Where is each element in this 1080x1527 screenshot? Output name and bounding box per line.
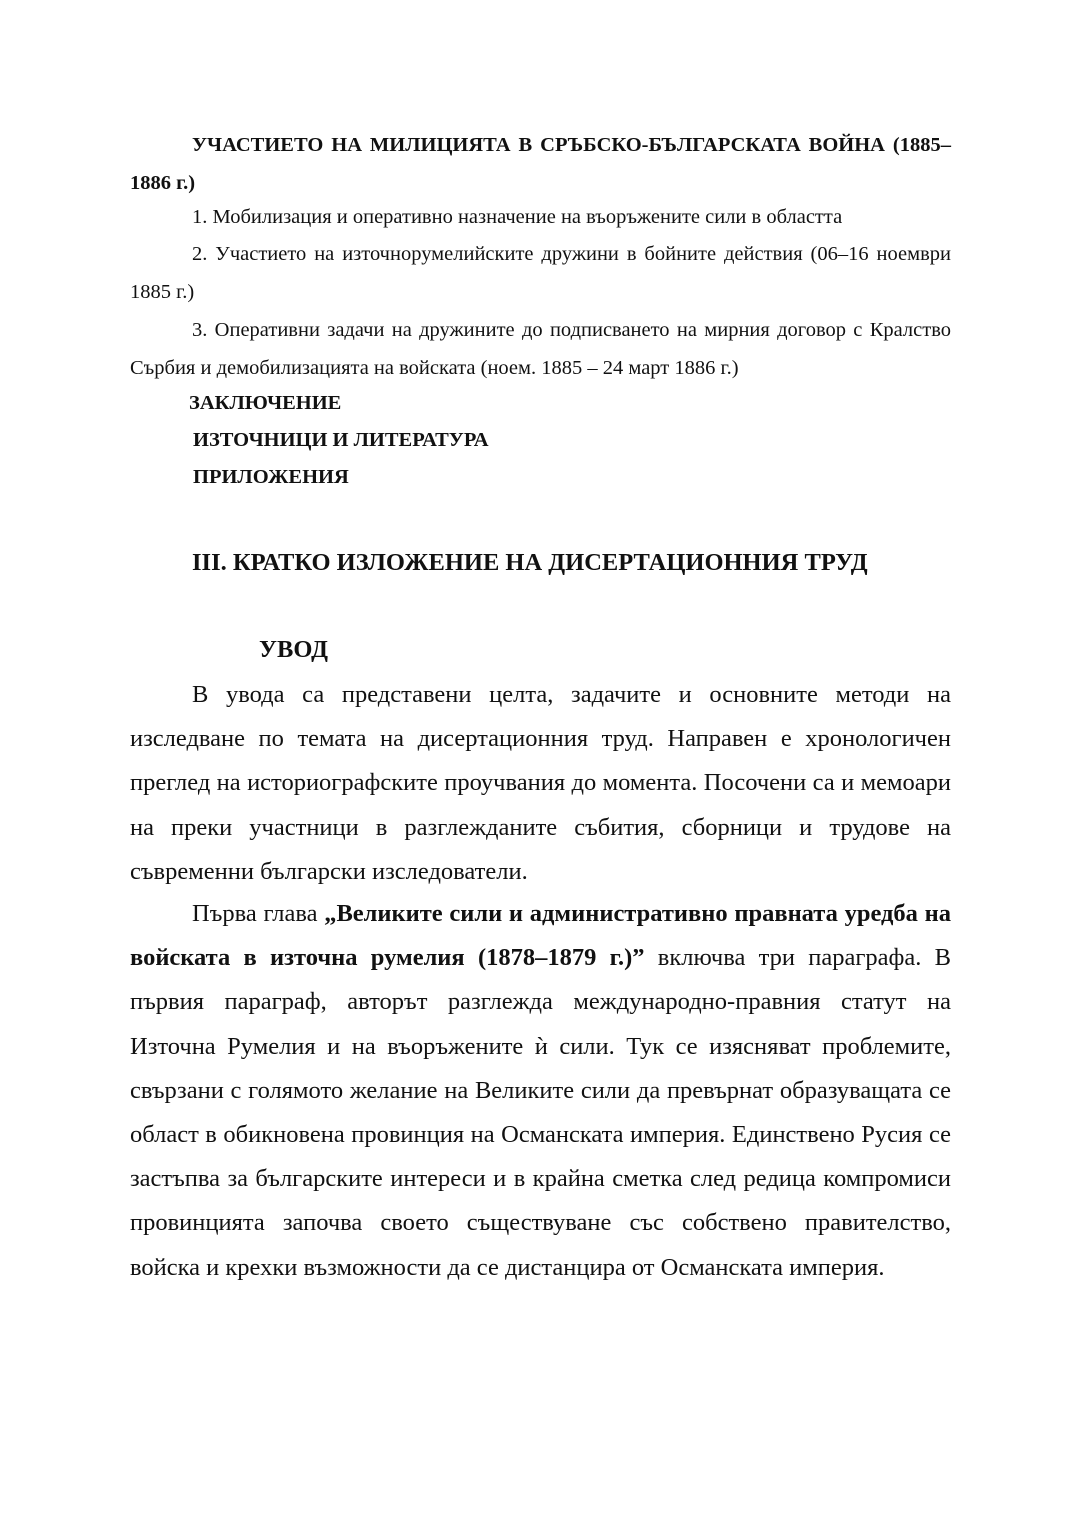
- chapter1-title: „Великите сили и административно правната уредба на войската в източна румелия (1878–1879 г.)”: [130, 900, 951, 972]
- toc-conclusion: ЗАКЛЮЧЕНИЕ: [189, 392, 342, 414]
- toc-sources: ИЗТОЧНИЦИ И ЛИТЕРАТУРА: [193, 429, 489, 451]
- toc-appendices: ПРИЛОЖЕНИЯ: [193, 466, 349, 488]
- chapter1-text: включва три параграфа. В първия параграф, авторът разглежда международно-правния статут на Източна Румелия и на въоръжените ѝ сили. Тук се изясняват проблемите, свързани с голямото желание на Великите сили да превърнат образуващата се област в обикновена провинция на Османската империя. Единствено Русия се застъпва за българските интереси и в крайна сметка след редица компромиси провинцията започва своето съществуване със собствено правителство, войска и крехки възможности да се дистанцира от Османската империя.: [130, 944, 951, 1281]
- toc-item-2: 2. Участието на източнорумелийските дружини в бойните действия (06–16 ноември 1885 г.): [130, 243, 951, 303]
- toc-item-1: 1. Мобилизация и оперативно назначение на въоръжените сили в областта: [192, 206, 843, 228]
- toc-item-3: 3. Оперативни задачи на дружините до подписването на мирния договор с Кралство Сърбия и демобилизацията на войската (ноем. 1885 – 24 март 1886 г.): [130, 319, 951, 379]
- section-heading: III. КРАТКО ИЗЛОЖЕНИЕ НА ДИСЕРТАЦИОННИЯ ТРУД: [192, 549, 868, 576]
- intro-heading: УВОД: [259, 636, 329, 663]
- chapter1-paragraph: [130, 892, 951, 1290]
- toc-chapter-title: УЧАСТИЕТО НА МИЛИЦИЯТА В СРЪБСКО-БЪЛГАРСКАТА ВОЙНА (1885–1886 г.): [130, 134, 951, 194]
- chapter1-lead: Първа глава: [192, 900, 325, 927]
- intro-paragraph: В увода са представени целта, задачите и основните методи на изследване по темата на дисертационния труд. Направен е хронологичен преглед на историографските проучвания до момента. Посочени са и мемоари на преки участници в разглежданите събития, сборници и трудове на съвременни български изследователи.: [130, 681, 951, 885]
